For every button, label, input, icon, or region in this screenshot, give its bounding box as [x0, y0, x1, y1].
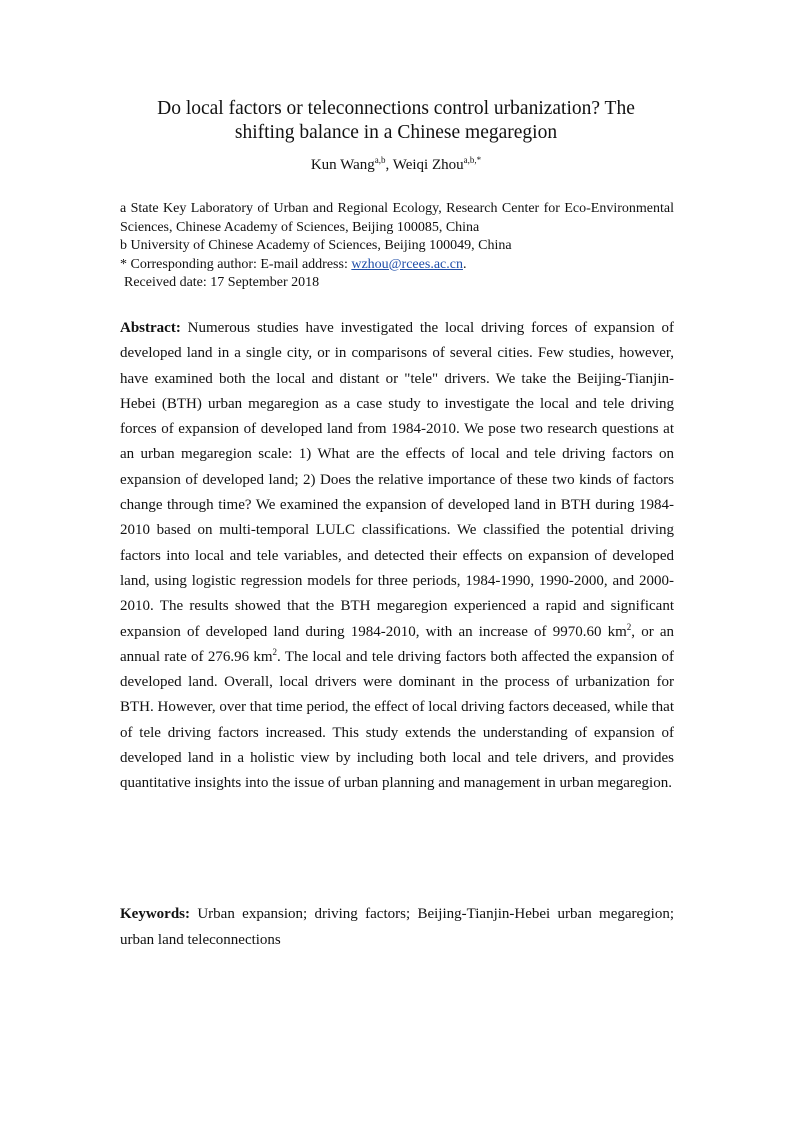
author-name: Kun Wang — [310, 157, 375, 173]
author-separator: , — [385, 157, 393, 173]
affiliation-a: a State Key Laboratory of Urban and Regional Ecology, Research Center for Eco-Environmental Sciences, Chinese Academy of Sciences, Beijing 100085, China — [120, 201, 674, 235]
received-date: Received date: 17 September 2018 — [124, 275, 320, 290]
title-line-1: Do local factors or teleconnections control urbanization? The — [157, 98, 635, 119]
abstract-superscript-1: 2 — [626, 621, 632, 632]
corresponding-email-link[interactable]: wzhou@rcees.ac.cn — [351, 256, 463, 272]
keywords — [120, 901, 674, 953]
corresponding-prefix: * Corresponding author: E-mail address: — [120, 256, 352, 272]
author-affiliation-marker: a,b — [374, 155, 386, 165]
corresponding-suffix: . — [462, 256, 467, 272]
keywords-text: Urban expansion; driving factors; Beijing-Tianjin-Hebei urban megaregion; urban land teleconnections — [120, 906, 675, 948]
title-line-2: shifting balance in a Chinese megaregion — [234, 122, 558, 143]
author-list — [96, 156, 696, 174]
author-affiliation-marker: a,b,* — [463, 155, 482, 165]
keywords-label: Keywords: — [120, 906, 190, 922]
author-name: Weiqi Zhou — [392, 157, 464, 173]
corresponding-author — [120, 256, 674, 275]
affiliations — [120, 200, 674, 293]
abstract — [120, 316, 674, 797]
affiliation-b: b University of Chinese Academy of Sciences, Beijing 100049, China — [120, 238, 512, 253]
abstract-superscript-2: 2 — [272, 646, 278, 657]
paper-title — [96, 97, 696, 145]
abstract-label: Abstract: — [120, 320, 181, 336]
abstract-text-part-2: , or an annual rate of 276.96 km — [120, 623, 674, 665]
abstract-text-part-3: . The local and tele driving factors both affected the expansion of developed land. Overall, local drivers were dominant in the process of urbanization for BTH. However, over that time period, the effect of local driving factors deceased, while that of tele driving factors increased. This study extends the understanding of expansion of developed land in a holistic view by including both local and tele drivers, and provides quantitative insights into the issue of urban planning and management in urban megaregion. — [120, 648, 674, 792]
abstract-text-part-1: Numerous studies have investigated the local driving forces of expansion of developed land in a single city, or in comparisons of several cities. Few studies, however, have examined both the local and distant or "tele" drivers. We take the Beijing-Tianjin-Hebei (BTH) urban megaregion as a case study to investigate the local and tele driving forces of expansion of developed land from 1984-2010. We pose two research questions at an urban megaregion scale: 1) What are the effects of local and tele driving factors on expansion of developed land; 2) Does the relative importance of these two kinds of factors change through time? We examined the expansion of developed land in BTH during 1984-2010 based on multi-temporal LULC classifications. We classified the potential driving factors into local and tele variables, and detected their effects on expansion of developed land, using logistic regression models for three periods, 1984-1990, 1990-2000, and 2000-2010. The results showed that the BTH megaregion experienced a rapid and significant expansion of developed land during 1984-2010, with an increase of 9970.60 km — [120, 320, 675, 640]
